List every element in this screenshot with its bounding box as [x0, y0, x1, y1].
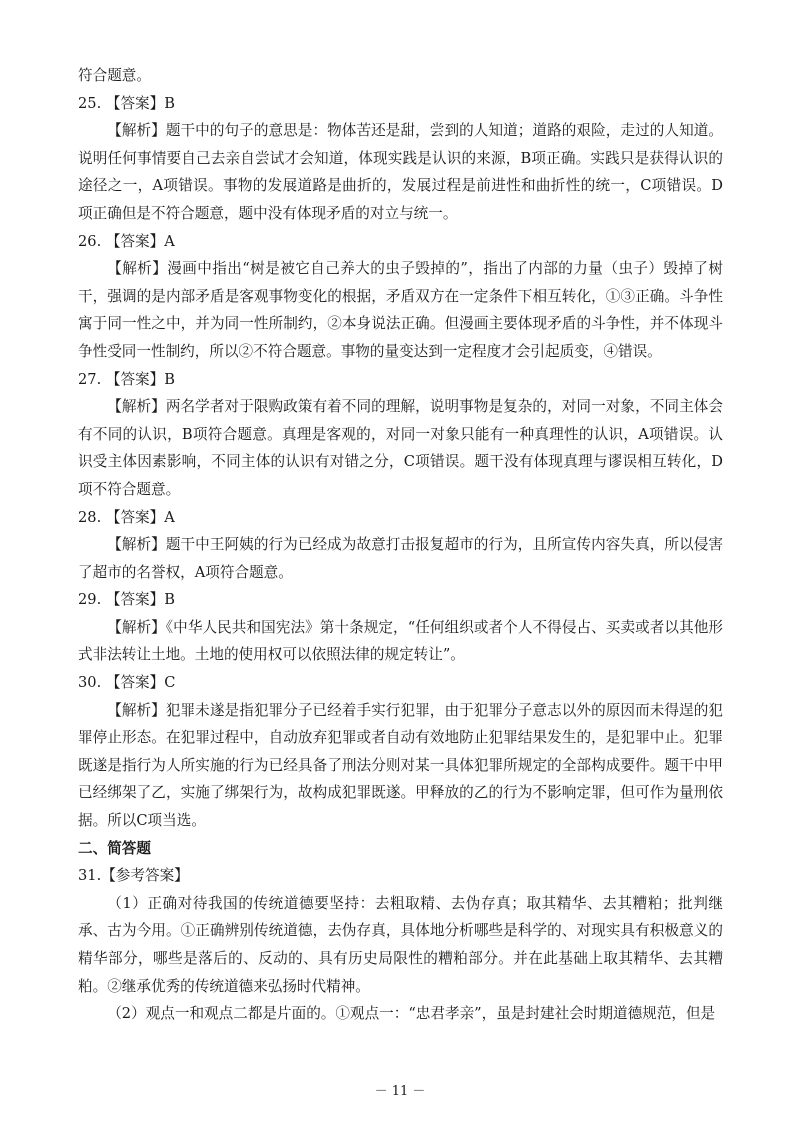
answer-line: 29. 【答案】B	[78, 591, 175, 609]
analysis-paragraph: 【解析】《中华人民共和国宪法》第十条规定，“任何组织或者个人不得侵占、买卖或者以其他形式非法转让土地。土地的使用权可以依照法律的规定转让”。	[78, 618, 723, 664]
answer-part-2: （2）观点一和观点二都是片面的。①观点一：“忠君孝亲”，虽是封建社会时期道德规范，但是	[107, 1005, 716, 1023]
page-number: － 11 －	[374, 1084, 426, 1099]
analysis-paragraph: 【解析】两名学者对于限购政策有着不同的理解，说明事物是复杂的，对同一对象，不同主体会有不同的认识，B项符合题意。真理是客观的，对同一对象只能有一种真理性的认识，A项错误。认识受主体因素影响，不同主体的认识有对错之分，C项错误。题干没有体现真理与谬误相互转化，D项不符合题意。	[78, 398, 723, 498]
reference-answer-label: 31.【参考答案】	[78, 867, 189, 885]
section-heading: 二、简答题	[78, 839, 151, 857]
answer-line: 30. 【答案】C	[78, 674, 176, 692]
answer-28	[78, 504, 723, 587]
answer-line: 27. 【答案】B	[78, 370, 175, 388]
answer-line: 26. 【答案】A	[78, 232, 175, 250]
answer-30	[78, 669, 723, 835]
answer-29	[78, 586, 723, 669]
answer-line: 25. 【答案】B	[78, 94, 175, 112]
intro-line: 符合题意。	[78, 67, 151, 84]
answer-26	[78, 228, 723, 366]
analysis-paragraph: 【解析】漫画中指出“树是被它自己养大的虫子毁掉的”，指出了内部的力量（虫子）毁掉了树干，强调的是内部矛盾是客观事物变化的根据，矛盾双方在一定条件下相互转化，①③正确。斗争性寓于同一性之中，并为同一性所制约，②本身说法正确。但漫画主要体现矛盾的斗争性，并不体现斗争性受同一性制约，所以②不符合题意。事物的量变达到一定程度才会引起质变，④错误。	[78, 260, 723, 360]
analysis-paragraph: 【解析】犯罪未遂是指犯罪分子已经着手实行犯罪，由于犯罪分子意志以外的原因而未得逞的犯罪停止形态。在犯罪过程中，自动放弃犯罪或者自动有效地防止犯罪结果发生的，是犯罪中止。犯罪既遂是指行为人所实施的行为已经具备了刑法分则对某一具体犯罪所规定的全部构成要件。题干中甲已经绑架了乙，实施了绑架行为，故构成犯罪既遂。甲释放的乙的行为不影响定罪，但可作为量刑依据。所以C项当选。	[78, 701, 723, 830]
analysis-paragraph: 【解析】题干中的句子的意思是：物体苦还是甜，尝到的人知道；道路的艰险，走过的人知道。说明任何事情要自己去亲自尝试才会知道，体现实践是认识的来源，B项正确。实践只是获得认识的途径之一，A项错误。事物的发展道路是曲折的，发展过程是前进性和曲折性的统一，C项错误。D项正确但是不符合题意，题中没有体现矛盾的对立与统一。	[78, 122, 723, 222]
answer-27	[78, 366, 723, 504]
question-31	[78, 862, 723, 1028]
answer-25	[78, 90, 723, 228]
answer-part-1: （1）正确对待我国的传统道德要坚持：去粗取精、去伪存真；取其精华、去其糟粕；批判继承、古为今用。①正确辨别传统道德，去伪存真，具体地分析哪些是科学的、对现实具有积极意义的精华部分，哪些是落后的、反动的、具有历史局限性的糟粕部分。并在此基础上取其精华、去其糟粕。②继承优秀的传统道德来弘扬时代精神。	[78, 894, 723, 995]
analysis-paragraph: 【解析】题干中王阿姨的行为已经成为故意打击报复超市的行为，且所宣传内容失真，所以侵害了超市的名誉权，A项符合题意。	[78, 536, 723, 581]
answer-line: 28. 【答案】A	[78, 508, 175, 526]
document-page	[78, 62, 723, 1028]
